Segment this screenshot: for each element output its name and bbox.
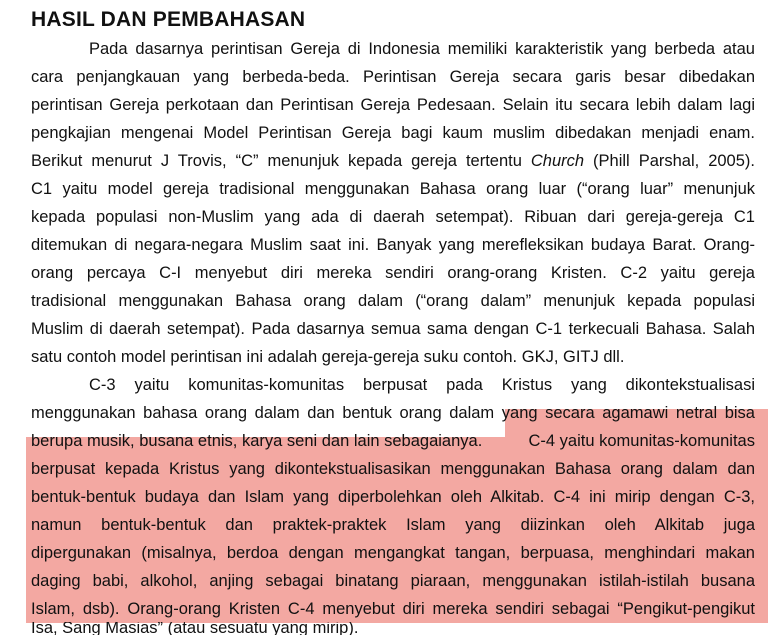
- paragraph-line: orang percaya C-I menyebut diri mereka sendiri orang-orang Kristen. C-2 yaitu gereja: [31, 264, 755, 282]
- line-text: Berikut menurut J Trovis, “C” menunjuk kepada gereja tertentu: [31, 152, 531, 170]
- section-heading: HASIL DAN PEMBAHASAN: [31, 8, 306, 31]
- paragraph-line: kepada populasi non-Muslim yang ada di daerah setempat). Ribuan dari gereja-gereja C1: [31, 208, 755, 226]
- paragraph-line: C-3 yaitu komunitas-komunitas berpusat pada Kristus yang dikontekstualisasi: [89, 376, 755, 394]
- highlighted-line-start: C-4 yaitu komunitas-komunitas: [528, 432, 755, 450]
- highlighted-line-end: Isa, Sang Masias” (atau sesuatu yang mirip).: [31, 622, 359, 635]
- citation: (Phill Parshal, 2005).: [584, 152, 755, 170]
- paragraph-line: satu contoh model perintisan ini adalah gereja-gereja suku contoh. GKJ, GITJ dll.: [31, 348, 625, 366]
- paragraph-line: ditemukan di negara-negara Muslim saat ini. Banyak yang merefleksikan budaya Barat. Orang-: [31, 236, 755, 254]
- church-italic: Church: [530, 152, 585, 170]
- paragraph-line: berupa musik, busana etnis, karya seni dan lain sebagaianya.: [31, 432, 483, 450]
- paragraph-line: perintisan Gereja perkotaan dan Perintisan Gereja Pedesaan. Selain itu secara lebih dalam lagi: [31, 96, 755, 114]
- paragraph-line: tradisional menggunakan Bahasa orang dalam (“orang dalam” menunjuk kepada populasi: [31, 292, 755, 310]
- paragraph-line: pengkajian mengenai Model Perintisan Gereja bagi kaum muslim dibedakan menjadi enam.: [31, 124, 755, 142]
- highlighted-line: bentuk-bentuk budaya dan Islam yang diperbolehkan oleh Alkitab. C-4 ini mirip dengan C-3,: [31, 488, 755, 506]
- highlighted-line: daging babi, alkohol, anjing sebagai binatang piaraan, menggunakan istilah-istilah busana: [31, 572, 755, 590]
- highlighted-line: berpusat kepada Kristus yang dikontekstualisasikan menggunakan Bahasa orang dalam dan: [31, 460, 755, 478]
- highlighted-line: Islam, dsb). Orang-orang Kristen C-4 menyebut diri mereka sendiri sebagai “Pengikut-pengikut: [31, 600, 755, 618]
- paragraph-line: menggunakan bahasa orang dalam dan bentuk orang dalam yang secara agamawi netral bisa: [31, 404, 755, 422]
- paragraph-line: Pada dasarnya perintisan Gereja di Indonesia memiliki karakteristik yang berbeda atau: [89, 40, 755, 58]
- highlighted-line: namun bentuk-bentuk dan praktek-praktek Islam yang diizinkan oleh Alkitab juga: [31, 516, 755, 534]
- highlighted-line: dipergunakan (misalnya, berdoa dengan mengangkat tangan, berpuasa, menghindari makan: [31, 544, 755, 562]
- paragraph-line: [31, 146, 755, 176]
- paragraph-line: cara penjangkauan yang berbeda-beda. Perintisan Gereja secara garis besar dibedakan: [31, 68, 755, 86]
- paragraph-line: Muslim di daerah setempat). Pada dasarnya semua sama dengan C-1 terkecuali Bahasa. Salah: [31, 320, 755, 338]
- paragraph-line: C1 yaitu model gereja tradisional menggunakan Bahasa orang luar (“orang luar” menunjuk: [31, 180, 755, 198]
